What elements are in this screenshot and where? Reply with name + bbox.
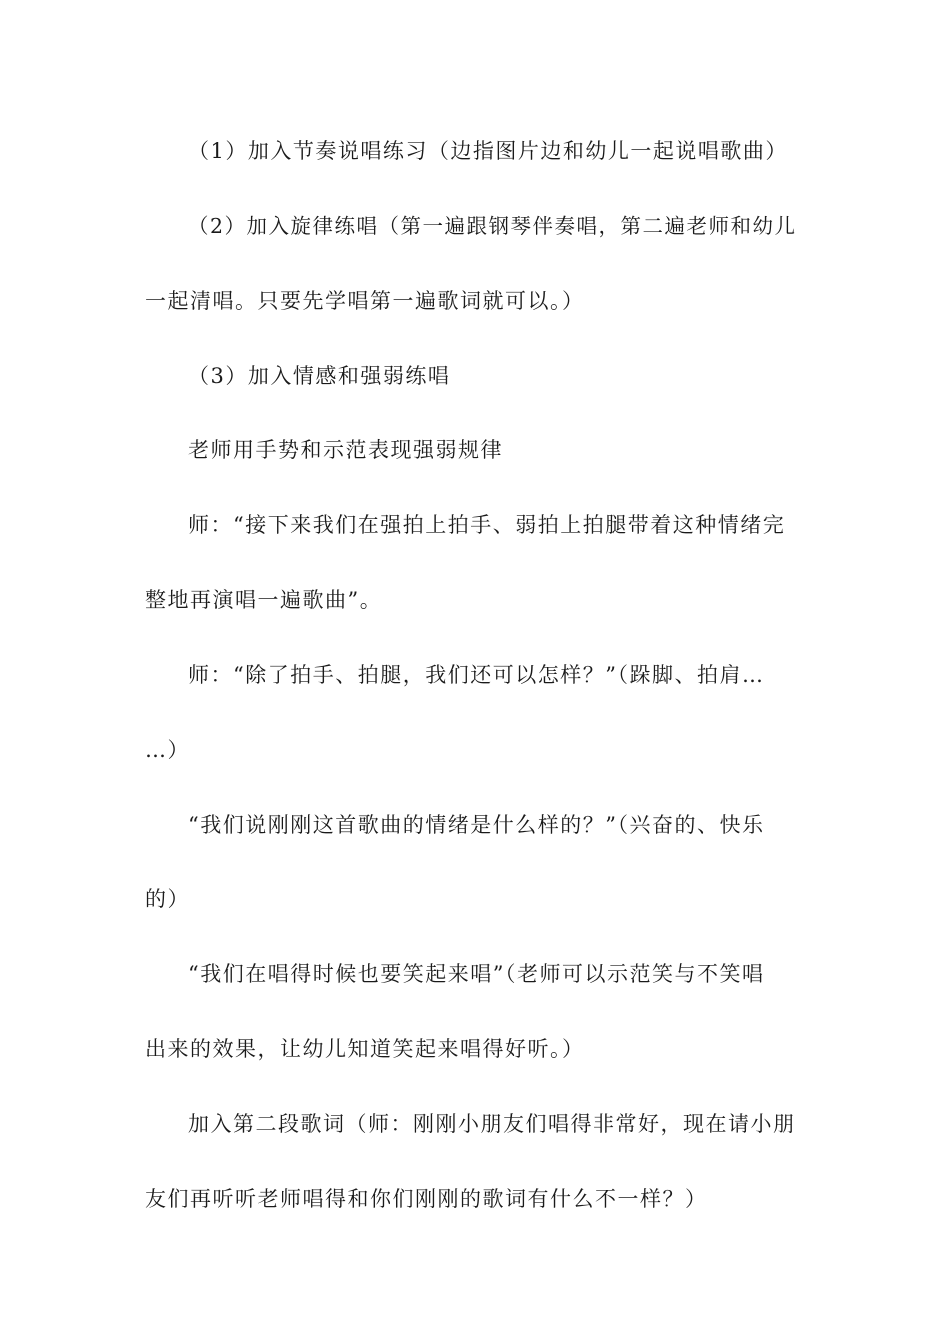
- paragraph-line: 友们再听听老师唱得和你们刚刚的歌词有什么不一样？）: [145, 1187, 708, 1211]
- paragraph-line: （1）加入节奏说唱练习（边指图片边和幼儿一起说唱歌曲）: [188, 139, 788, 163]
- paragraph-line: 师：“接下来我们在强拍上拍手、弱拍上拍腿带着这种情绪完: [188, 513, 786, 537]
- paragraph-line: “我们说刚刚这首歌曲的情绪是什么样的？”（兴奋的、快乐: [188, 813, 765, 837]
- paragraph-line: 出来的效果，让幼儿知道笑起来唱得好听。）: [145, 1037, 585, 1061]
- paragraph-line: …）: [145, 738, 190, 762]
- paragraph-line: 整地再演唱一遍歌曲”。: [145, 588, 383, 612]
- paragraph-line: 师：“除了拍手、拍腿，我们还可以怎样？”（跺脚、拍肩…: [188, 663, 765, 687]
- paragraph-line: 加入第二段歌词（师：刚刚小朋友们唱得非常好，现在请小朋: [188, 1112, 796, 1136]
- paragraph-line: “我们在唱得时候也要笑起来唱”（老师可以示范笑与不笑唱: [188, 962, 765, 986]
- paragraph-line: （2）加入旋律练唱（第一遍跟钢琴伴奏唱，第二遍老师和幼儿: [188, 214, 797, 238]
- paragraph-line: 老师用手势和示范表现强弱规律: [188, 438, 503, 462]
- paragraph-line: （3）加入情感和强弱练唱: [188, 364, 451, 388]
- paragraph-line: 一起清唱。只要先学唱第一遍歌词就可以。）: [145, 289, 585, 313]
- paragraph-line: 的）: [145, 887, 190, 911]
